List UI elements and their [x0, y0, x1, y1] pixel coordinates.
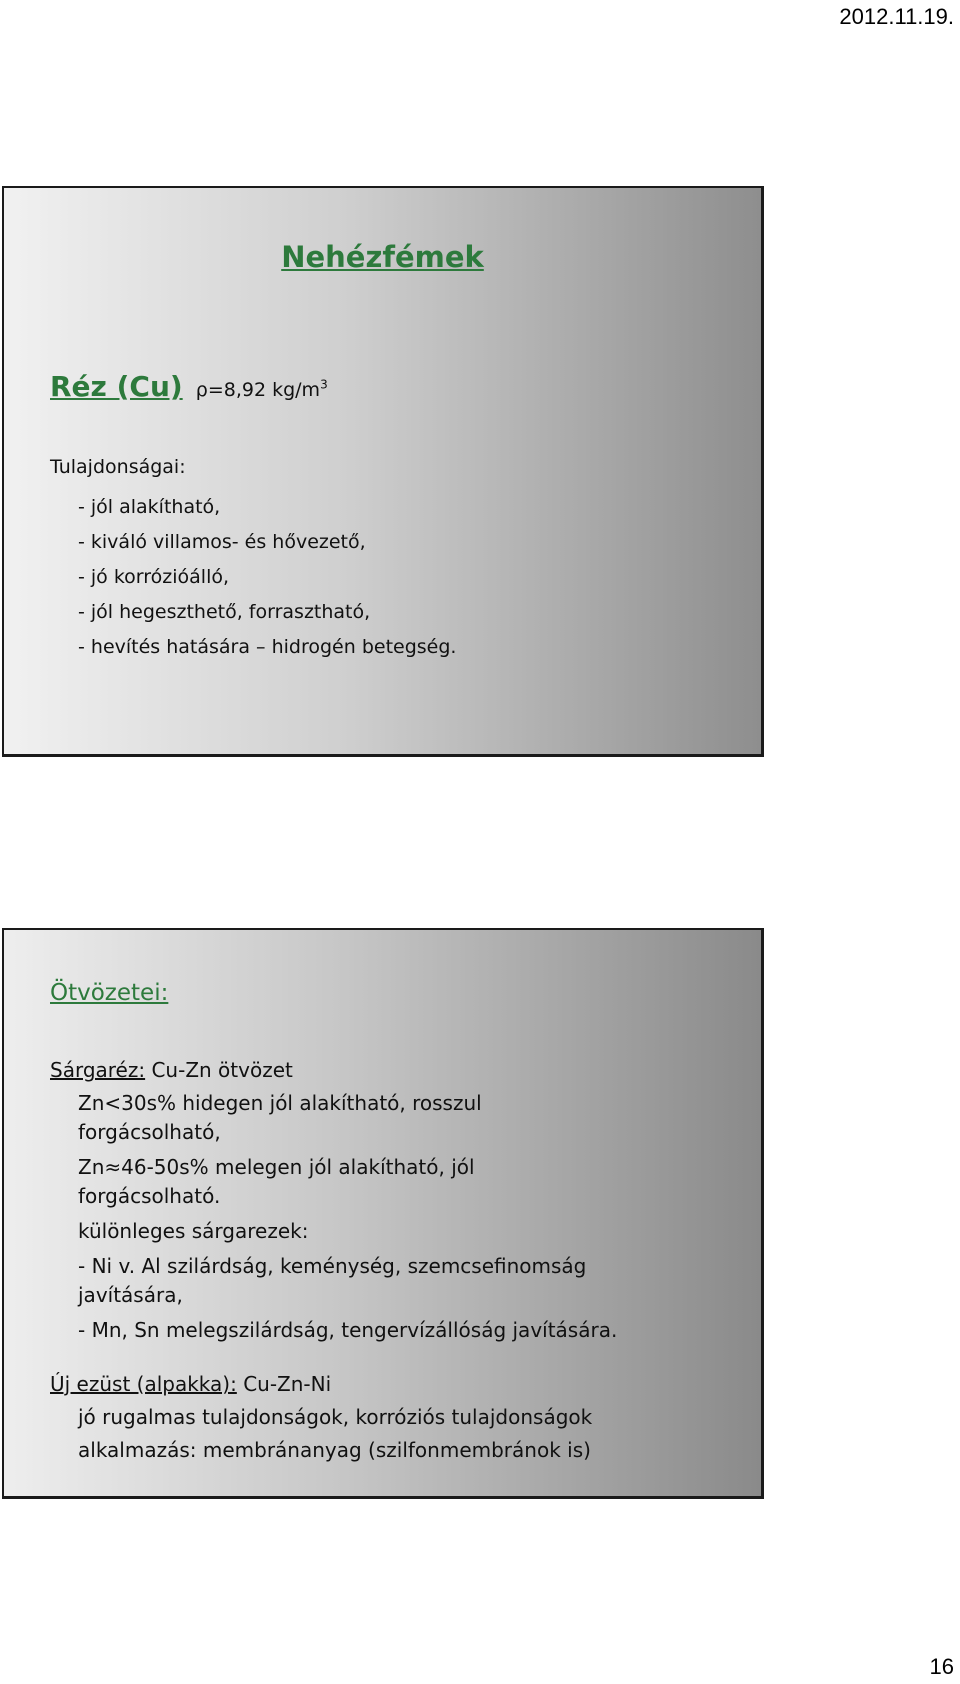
brass-line: különleges sárgarezek:	[78, 1219, 309, 1243]
brass-line: Zn<30s% hidegen jól alakítható, rosszul	[78, 1091, 482, 1115]
brass-line: forgácsolható.	[78, 1184, 221, 1208]
brass-line: - Mn, Sn melegszilárdság, tengervízállóság javítására.	[78, 1318, 618, 1342]
density-value: ρ=8,92 kg/m	[195, 379, 321, 401]
brass-line: javítására,	[78, 1283, 183, 1307]
copper-density	[196, 379, 328, 401]
nickel-silver-heading	[50, 1372, 331, 1396]
copper-heading-row	[50, 370, 328, 403]
brass-line: forgácsolható,	[78, 1120, 221, 1144]
brass-line: Zn≈46-50s% melegen jól alakítható, jól	[78, 1155, 475, 1179]
nickel-silver-desc: Cu-Zn-Ni	[243, 1372, 332, 1396]
slide-alloys	[2, 928, 764, 1499]
property-item: - jó korrózióálló,	[78, 566, 230, 588]
properties-label: Tulajdonságai:	[50, 456, 186, 478]
brass-heading	[50, 1058, 293, 1082]
properties-list	[78, 490, 456, 665]
nickel-silver-label: Új ezüst (alpakka):	[50, 1372, 237, 1396]
slide-copper	[2, 186, 764, 757]
property-item: - hevítés hatására – hidrogén betegség.	[78, 636, 457, 658]
nickel-silver-line: alkalmazás: membránanyag (szilfonmembránok is)	[78, 1438, 591, 1462]
brass-line: - Ni v. Al szilárdság, keménység, szemcsefinomság	[78, 1254, 587, 1278]
property-item: - jól hegeszthető, forrasztható,	[78, 601, 371, 623]
property-item: - kiváló villamos- és hővezető,	[78, 531, 366, 553]
alloys-heading: Ötvözetei:	[50, 980, 169, 1006]
header-date: 2012.11.19.	[839, 4, 954, 29]
density-exponent: 3	[320, 377, 328, 392]
nickel-silver-line: jó rugalmas tulajdonságok, korróziós tulajdonságok	[78, 1405, 593, 1429]
property-item: - jól alakítható,	[78, 496, 221, 518]
brass-label: Sárgaréz:	[50, 1058, 146, 1082]
brass-desc: Cu-Zn ötvözet	[151, 1058, 293, 1082]
copper-heading: Réz (Cu)	[50, 370, 183, 403]
slide-title: Nehézfémek	[281, 240, 484, 274]
page-number: 16	[929, 1654, 954, 1679]
